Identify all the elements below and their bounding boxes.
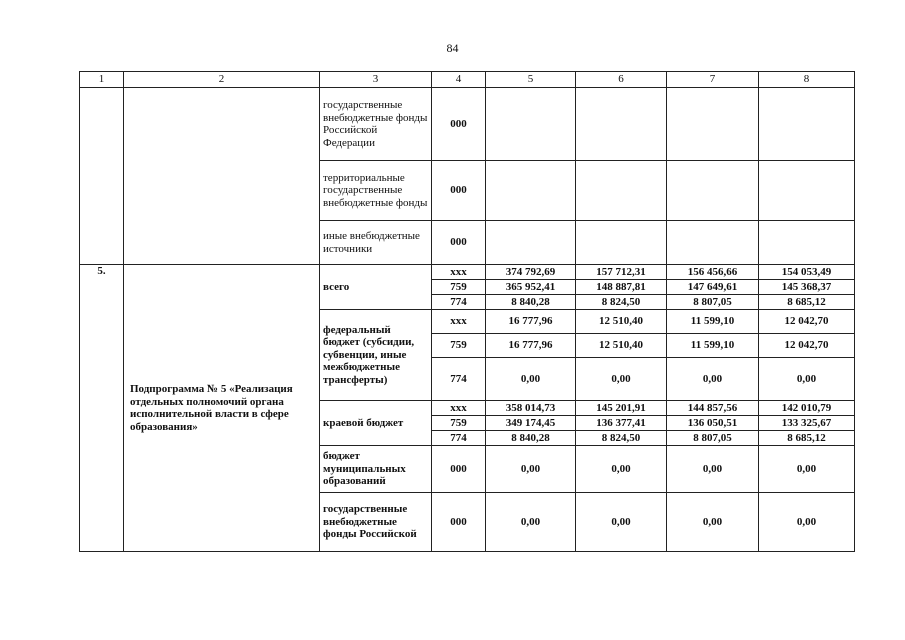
value-cell: 8 807,05 [667, 431, 759, 446]
value-cell [759, 88, 855, 161]
value-cell [576, 161, 667, 221]
source-cell: бюджет муниципальных образований [320, 446, 432, 493]
value-cell [576, 88, 667, 161]
value-cell: 0,00 [667, 446, 759, 493]
source-cell: краевой бюджет [320, 401, 432, 446]
value-cell: 16 777,96 [486, 310, 576, 334]
value-cell: 365 952,41 [486, 280, 576, 295]
value-cell [759, 221, 855, 265]
table-header-row [80, 72, 855, 88]
column-header: 1 [80, 72, 124, 88]
code-cell: ххх [432, 310, 486, 334]
code-cell: 774 [432, 431, 486, 446]
value-cell [759, 161, 855, 221]
code-cell: 759 [432, 280, 486, 295]
code-cell: 759 [432, 334, 486, 358]
value-cell: 12 510,40 [576, 334, 667, 358]
column-header: 7 [667, 72, 759, 88]
source-cell: федеральный бюджет (субсидии, субвенции, иные межбюджетные трансферты) [320, 310, 432, 401]
code-cell: ххх [432, 265, 486, 280]
value-cell: 358 014,73 [486, 401, 576, 416]
code-cell: 000 [432, 446, 486, 493]
value-cell: 0,00 [667, 493, 759, 552]
table-row [80, 265, 855, 280]
value-cell: 148 887,81 [576, 280, 667, 295]
value-cell: 156 456,66 [667, 265, 759, 280]
value-cell: 0,00 [486, 446, 576, 493]
value-cell: 8 685,12 [759, 431, 855, 446]
value-cell: 0,00 [486, 493, 576, 552]
value-cell [667, 88, 759, 161]
value-cell: 12 510,40 [576, 310, 667, 334]
section-number: 5. [80, 265, 124, 552]
value-cell: 8 824,50 [576, 431, 667, 446]
value-cell [486, 221, 576, 265]
value-cell: 0,00 [486, 358, 576, 401]
value-cell: 8 824,50 [576, 295, 667, 310]
value-cell: 0,00 [667, 358, 759, 401]
value-cell: 142 010,79 [759, 401, 855, 416]
value-cell: 133 325,67 [759, 416, 855, 431]
column-header: 3 [320, 72, 432, 88]
page-number: 84 [446, 41, 459, 55]
value-cell: 8 685,12 [759, 295, 855, 310]
subprogram-title: Подпрограмма № 5 «Реализация отдельных полномочий органа исполнительной власти в сфере образования» [124, 265, 320, 552]
code-cell: ххх [432, 401, 486, 416]
value-cell [667, 161, 759, 221]
value-cell: 349 174,45 [486, 416, 576, 431]
value-cell [486, 161, 576, 221]
empty-cell [124, 88, 320, 265]
value-cell: 8 840,28 [486, 295, 576, 310]
column-header: 4 [432, 72, 486, 88]
column-header: 8 [759, 72, 855, 88]
value-cell: 136 377,41 [576, 416, 667, 431]
code-cell: 000 [432, 221, 486, 265]
value-cell: 0,00 [576, 446, 667, 493]
value-cell: 147 649,61 [667, 280, 759, 295]
source-cell: территориальные государственные внебюджетные фонды [320, 161, 432, 221]
code-cell: 000 [432, 493, 486, 552]
value-cell: 11 599,10 [667, 334, 759, 358]
value-cell: 0,00 [759, 358, 855, 401]
source-cell: государственные внебюджетные фонды Российской Федерации [320, 88, 432, 161]
code-cell: 774 [432, 295, 486, 310]
value-cell: 374 792,69 [486, 265, 576, 280]
value-cell [576, 221, 667, 265]
value-cell: 154 053,49 [759, 265, 855, 280]
value-cell: 8 807,05 [667, 295, 759, 310]
code-cell: 000 [432, 161, 486, 221]
table-row [80, 88, 855, 161]
source-cell: всего [320, 265, 432, 310]
budget-table [79, 71, 855, 552]
column-header: 5 [486, 72, 576, 88]
value-cell: 144 857,56 [667, 401, 759, 416]
value-cell: 0,00 [759, 493, 855, 552]
value-cell: 12 042,70 [759, 310, 855, 334]
value-cell: 136 050,51 [667, 416, 759, 431]
value-cell: 12 042,70 [759, 334, 855, 358]
code-cell: 774 [432, 358, 486, 401]
value-cell: 145 368,37 [759, 280, 855, 295]
value-cell: 8 840,28 [486, 431, 576, 446]
source-cell: государственные внебюджетные фонды Российской [320, 493, 432, 552]
value-cell: 0,00 [576, 493, 667, 552]
value-cell: 11 599,10 [667, 310, 759, 334]
value-cell: 0,00 [576, 358, 667, 401]
empty-cell [80, 88, 124, 265]
value-cell: 145 201,91 [576, 401, 667, 416]
code-cell: 759 [432, 416, 486, 431]
column-header: 6 [576, 72, 667, 88]
value-cell: 16 777,96 [486, 334, 576, 358]
source-cell: иные внебюджетные источники [320, 221, 432, 265]
value-cell: 0,00 [759, 446, 855, 493]
value-cell [667, 221, 759, 265]
value-cell: 157 712,31 [576, 265, 667, 280]
value-cell [486, 88, 576, 161]
code-cell: 000 [432, 88, 486, 161]
column-header: 2 [124, 72, 320, 88]
